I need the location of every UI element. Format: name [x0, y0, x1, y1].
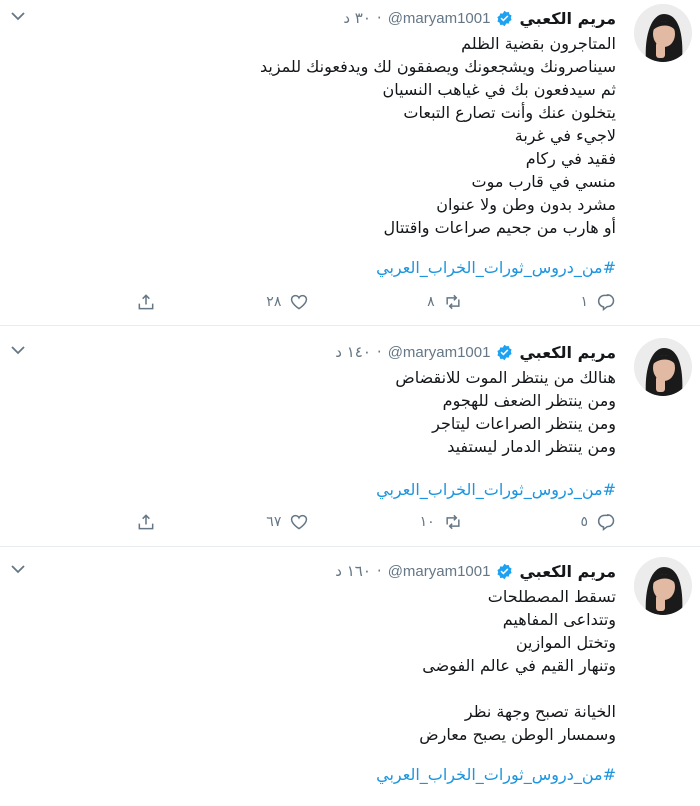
tweet-line: تسقط المصطلحات: [487, 587, 616, 606]
tweet-line: وتتداعى المفاهيم: [502, 610, 616, 629]
tweet-line: مشرد بدون وطن ولا عنوان: [436, 195, 616, 214]
tweet-line: وتختل الموازين: [515, 633, 616, 652]
like-count: ٢٨: [266, 294, 282, 310]
like-button[interactable]: [249, 512, 309, 532]
avatar[interactable]: [634, 338, 692, 396]
tweet-header: [343, 6, 616, 30]
avatar[interactable]: [634, 4, 692, 62]
timestamp[interactable]: ١٦٠ د: [335, 562, 371, 580]
tweet-text: [56, 585, 616, 746]
tweet[interactable]: [0, 0, 700, 326]
share-icon: [136, 292, 156, 312]
chevron-down-icon[interactable]: [10, 563, 26, 575]
tweet-line: لاجيء في غربة: [514, 126, 616, 145]
verified-badge-icon: [496, 10, 513, 27]
tweet-line: ثم سيدفعون بك في غياهب النسيان: [382, 80, 616, 99]
tweet-line: منسي في قارب موت: [471, 172, 616, 191]
retweet-count: ٨: [427, 294, 435, 310]
tweet-actions: [96, 510, 616, 534]
reply-count: ١: [580, 294, 588, 310]
tweet-line: ومن ينتظر الدمار ليستفيد: [447, 437, 616, 456]
tweet-line: هنالك من ينتظر الموت للانقضاض: [395, 368, 616, 387]
tweet-line: المتاجرون بقضية الظلم: [461, 34, 616, 53]
chevron-down-icon[interactable]: [10, 10, 26, 22]
reply-count: ٥: [580, 514, 588, 530]
hashtag-link[interactable]: #من_دروس_ثورات_الخراب_العربي: [376, 480, 616, 499]
reply-icon: [596, 292, 616, 312]
like-button[interactable]: [249, 292, 309, 312]
like-count: ٦٧: [266, 514, 282, 530]
separator-dot: ·: [376, 343, 382, 361]
tweet-line: ومن ينتظر الضعف للهجوم: [442, 391, 616, 410]
tweet[interactable]: [0, 326, 700, 547]
separator-dot: ·: [376, 9, 382, 27]
tweet-line: وسمسار الوطن يصبح معارض: [419, 725, 616, 744]
separator-dot: ·: [376, 562, 382, 580]
author-handle[interactable]: @maryam1001: [387, 562, 491, 580]
tweet-text: [56, 32, 616, 239]
retweet-icon: [443, 512, 463, 532]
author-handle[interactable]: @maryam1001: [387, 9, 491, 27]
tweet-header: [335, 559, 616, 583]
heart-icon: [289, 292, 309, 312]
author-name[interactable]: مريم الكعبي: [519, 561, 616, 581]
reply-button[interactable]: [556, 292, 616, 312]
timestamp[interactable]: ٣٠ د: [343, 9, 371, 27]
hashtag-link[interactable]: #من_دروس_ثورات_الخراب_العربي: [376, 258, 616, 277]
tweet-text: [56, 366, 616, 458]
share-button[interactable]: [96, 512, 156, 532]
share-icon: [136, 512, 156, 532]
timestamp[interactable]: ١٤٠ د: [335, 343, 371, 361]
author-name[interactable]: مريم الكعبي: [519, 8, 616, 28]
retweet-button[interactable]: [403, 512, 463, 532]
retweet-icon: [443, 292, 463, 312]
tweet-line: يتخلون عنك وأنت تصارع التبعات: [403, 103, 616, 122]
tweet-line: أو هارب من جحيم صراعات واقتتال: [383, 218, 616, 237]
retweet-count: ١٠: [419, 514, 435, 530]
tweet-line: فقيد في ركام: [525, 149, 616, 168]
tweet[interactable]: [0, 547, 700, 806]
verified-badge-icon: [496, 344, 513, 361]
author-name[interactable]: مريم الكعبي: [519, 342, 616, 362]
tweet-line: وتنهار القيم في عالم الفوضى: [422, 656, 616, 675]
author-handle[interactable]: @maryam1001: [387, 343, 491, 361]
reply-icon: [596, 512, 616, 532]
heart-icon: [289, 512, 309, 532]
tweet-line: سيناصرونك ويشجعونك ويصفقون لك ويدفعونك للمزيد: [259, 57, 616, 76]
tweet-header: [335, 340, 616, 364]
tweet-line: [56, 677, 616, 700]
retweet-button[interactable]: [403, 292, 463, 312]
reply-button[interactable]: [556, 512, 616, 532]
tweet-actions: [96, 290, 616, 314]
hashtag-link[interactable]: #من_دروس_ثورات_الخراب_العربي: [376, 765, 616, 784]
share-button[interactable]: [96, 292, 156, 312]
chevron-down-icon[interactable]: [10, 344, 26, 356]
verified-badge-icon: [496, 563, 513, 580]
tweet-line: ومن ينتظر الصراعات ليتاجر: [432, 414, 616, 433]
avatar[interactable]: [634, 557, 692, 615]
tweet-line: الخيانة تصبح وجهة نظر: [464, 702, 616, 721]
